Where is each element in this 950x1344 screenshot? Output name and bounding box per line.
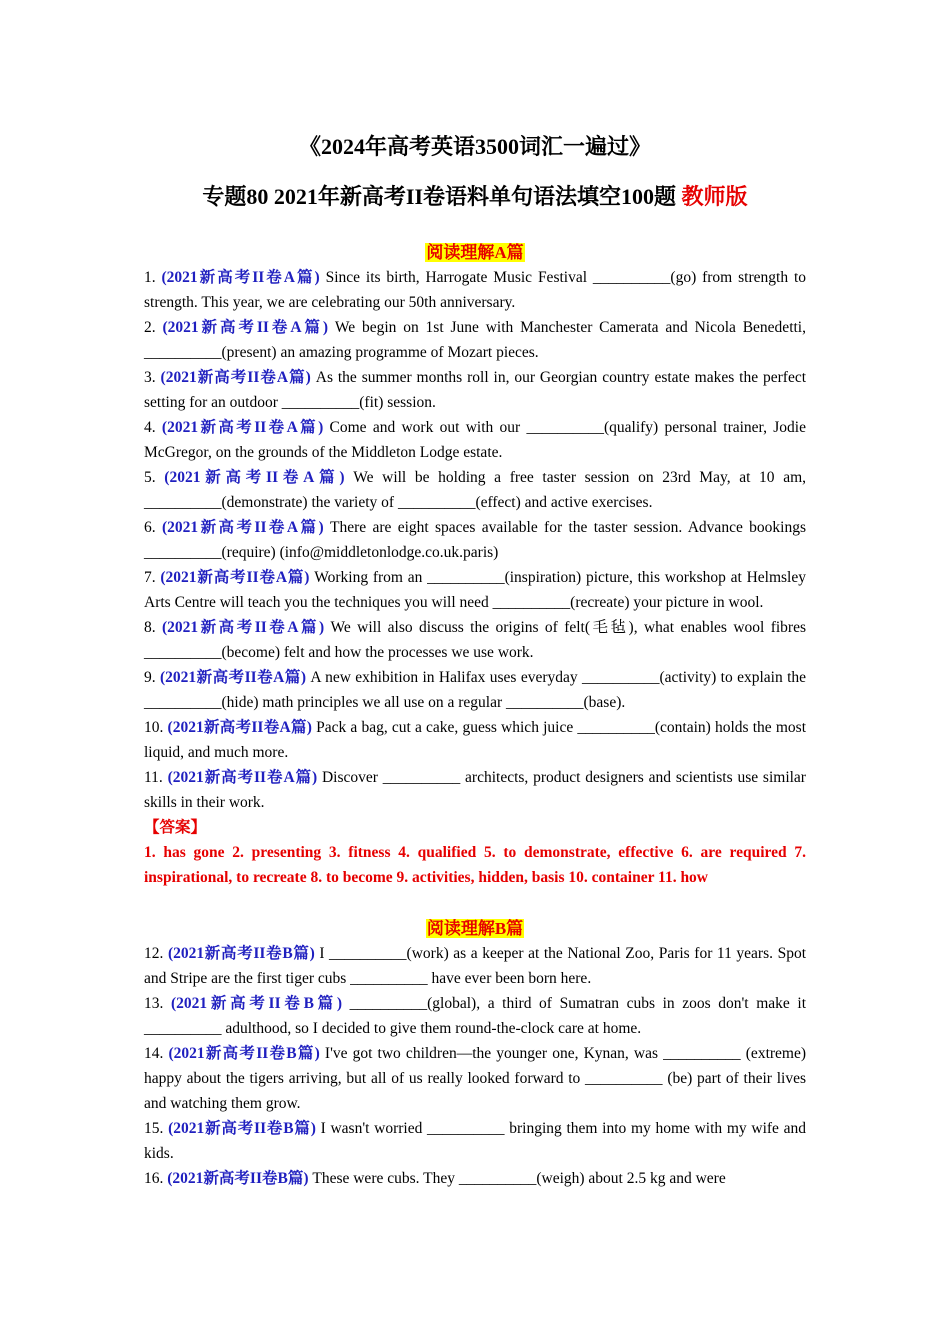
question-item: 8. (2021新高考II卷A篇) We will also discuss the origins of felt(毛毡), what enables wool fibres __________(become) felt and how the processes we use work.: [144, 619, 806, 661]
document-subtitle: [144, 182, 806, 212]
section-a-heading: 阅读理解A篇: [426, 243, 524, 262]
teacher-edition-label: 教师版: [681, 184, 748, 209]
question-item: 9. (2021新高考II卷A篇) A new exhibition in Halifax uses everyday __________(activity) to explain the __________(hide) math principles we all use on a regular __________(base).: [144, 669, 807, 711]
question-item: 5. (2021新高考II卷A篇) We will be holding a free taster session on 23rd May, at 10 am, __________(demonstrate) the variety of __________(effect) and active exercises.: [144, 469, 807, 511]
question-item: 12. (2021新高考II卷B篇) I __________(work) as a keeper at the National Zoo, Paris for 11 years. Spot and Stripe are the first tiger cubs __________ have ever been born here.: [144, 945, 807, 987]
question-item: 6. (2021新高考II卷A篇) There are eight spaces available for the taster session. Advance bookings __________(require) (info@middletonlodge.co.uk.paris): [144, 519, 806, 561]
section-a-questions: [144, 265, 806, 815]
question-item: 3. (2021新高考II卷A篇) As the summer months roll in, our Georgian country estate makes the perfect setting for an outdoor __________(fit) session.: [144, 369, 807, 411]
section-b-heading: 阅读理解B篇: [426, 919, 524, 938]
question-item: 14. (2021新高考II卷B篇) I've got two children—the younger one, Kynan, was __________ (extreme) happy about the tigers arriving, but all of us really looked forward to __________ (be) part of their lives and watching them grow.: [144, 1045, 807, 1112]
question-item: 4. (2021新高考II卷A篇) Come and work out with our __________(qualify) personal trainer, Jodie McGregor, on the grounds of the Middleton Lodge estate.: [144, 419, 806, 461]
answer-label: 【答案】: [144, 819, 207, 836]
answer-key: 1. has gone 2. presenting 3. fitness 4. qualified 5. to demonstrate, effective 6. are required 7. inspirational, to recreate 8. to become 9. activities, hidden, basis 10. container 11. how: [144, 844, 806, 886]
document-title: 《2024年高考英语3500词汇一遍过》: [298, 134, 651, 159]
question-item: 1. (2021新高考II卷A篇) Since its birth, Harrogate Music Festival __________(go) from strength to strength. This year, we are celebrating our 50th anniversary.: [144, 269, 807, 311]
question-item: 2. (2021新高考II卷A篇) We begin on 1st June with Manchester Camerata and Nicola Benedetti, __________(present) an amazing programme of Mozart pieces.: [144, 319, 806, 361]
question-item: 7. (2021新高考II卷A篇) Working from an __________(inspiration) picture, this workshop at Helmsley Arts Centre will teach you the techniques you will need __________(recreate) your picture in wool.: [144, 569, 806, 611]
document-page: [144, 132, 806, 1191]
question-item: 13. (2021新高考II卷B篇) __________(global), a third of Sumatran cubs in zoos don't make it __________ adulthood, so I decided to give them round-the-clock care at home.: [144, 995, 806, 1037]
question-item: 16. (2021新高考II卷B篇) These were cubs. They __________(weigh) about 2.5 kg and were: [144, 1170, 726, 1187]
question-item: 15. (2021新高考II卷B篇) I wasn't worried __________ bringing them into my home with my wife and kids.: [144, 1120, 807, 1162]
subtitle-main: 专题80 2021年新高考II卷语料单句语法填空100题: [202, 184, 682, 209]
question-item: 10. (2021新高考II卷A篇) Pack a bag, cut a cake, guess which juice __________(contain) holds the most liquid, and much more.: [144, 719, 806, 761]
question-item: 11. (2021新高考II卷A篇) Discover __________ architects, product designers and scientists use similar skills in their work.: [144, 769, 806, 811]
section-b-questions: [144, 941, 806, 1191]
